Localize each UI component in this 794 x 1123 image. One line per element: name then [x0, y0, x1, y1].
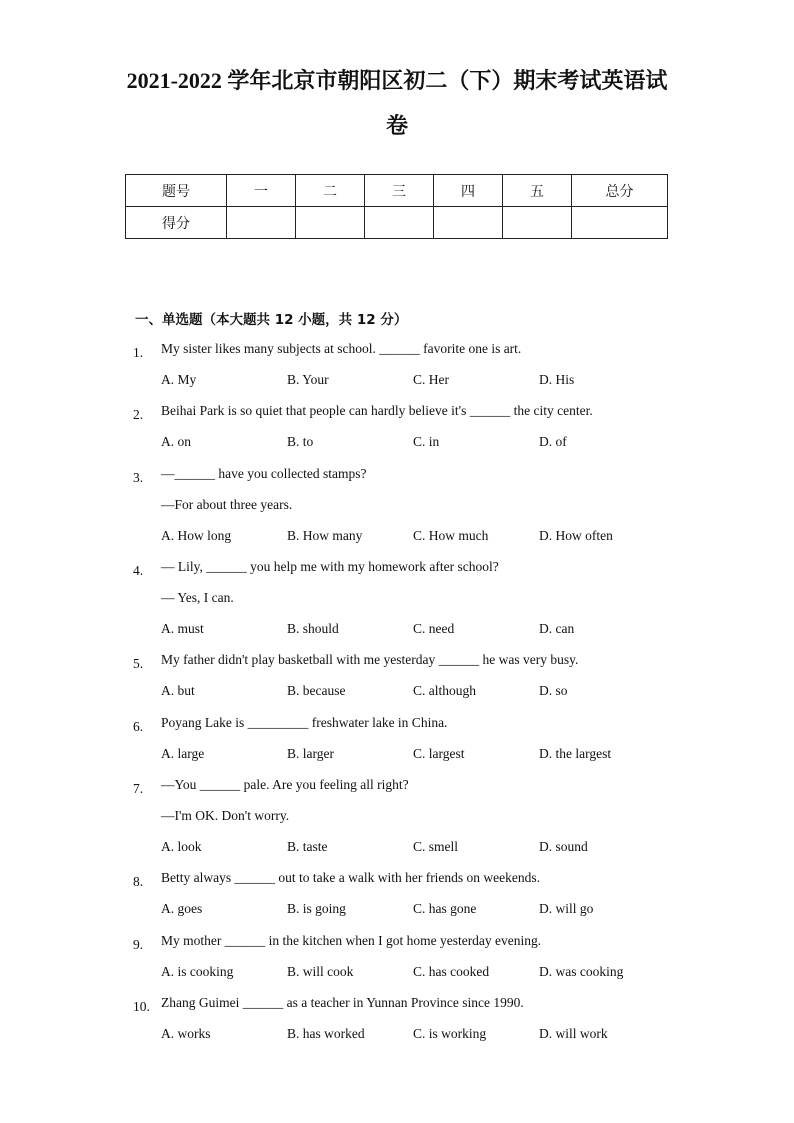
question-number: 5.: [133, 656, 144, 671]
question-number: 9.: [133, 937, 144, 952]
question-number: 7.: [133, 781, 144, 796]
score-header-cell: 一: [227, 175, 296, 207]
score-cell[interactable]: [434, 207, 503, 239]
answer-option-b[interactable]: B. Your: [287, 372, 329, 387]
answer-option-d[interactable]: D. How often: [539, 528, 613, 543]
score-header-cell: 题号: [126, 175, 227, 207]
score-cell[interactable]: [296, 207, 365, 239]
score-cell[interactable]: [503, 207, 572, 239]
answer-option-a[interactable]: A. How long: [161, 528, 232, 543]
question-text: Poyang Lake is _________ freshwater lake in China.: [161, 715, 448, 730]
score-cell[interactable]: [227, 207, 296, 239]
exam-title-line2: 卷: [385, 113, 408, 138]
question-dialogue-line: —For about three years.: [161, 497, 293, 512]
answer-option-d[interactable]: D. can: [539, 621, 575, 636]
score-header-cell: 四: [434, 175, 503, 207]
question-text: My mother ______ in the kitchen when I got home yesterday evening.: [161, 933, 542, 948]
score-header-cell: 五: [503, 175, 572, 207]
score-header-cell: 二: [296, 175, 365, 207]
question-text: My sister likes many subjects at school. ______ favorite one is art.: [161, 341, 522, 356]
answer-option-c[interactable]: C. has gone: [413, 901, 477, 916]
question-number: 2.: [133, 407, 144, 422]
answer-option-c[interactable]: C. need: [413, 621, 455, 636]
question-number: 10.: [133, 999, 150, 1014]
question-number: 4.: [133, 563, 144, 578]
question-text: —You ______ pale. Are you feeling all right?: [161, 777, 409, 792]
question-text: Zhang Guimei ______ as a teacher in Yunnan Province since 1990.: [161, 995, 524, 1010]
answer-option-d[interactable]: D. sound: [539, 839, 588, 854]
question-text: —______ have you collected stamps?: [161, 466, 367, 481]
question-number: 1.: [133, 345, 144, 360]
answer-option-a[interactable]: A. is cooking: [161, 964, 234, 979]
score-table-header-row: [126, 175, 668, 207]
question-number: 8.: [133, 874, 144, 889]
answer-option-b[interactable]: B. larger: [287, 746, 334, 761]
answer-option-b[interactable]: B. to: [287, 434, 314, 449]
answer-option-b[interactable]: B. will cook: [287, 964, 354, 979]
answer-option-c[interactable]: C. in: [413, 434, 440, 449]
answer-option-b[interactable]: B. should: [287, 621, 339, 636]
answer-option-a[interactable]: A. goes: [161, 901, 203, 916]
answer-option-b[interactable]: B. has worked: [287, 1026, 365, 1041]
answer-option-c[interactable]: C. has cooked: [413, 964, 490, 979]
answer-option-d[interactable]: D. His: [539, 372, 575, 387]
score-row-label: 得分: [126, 207, 227, 239]
answer-option-a[interactable]: A. on: [161, 434, 191, 449]
score-table-score-row: [126, 207, 668, 239]
answer-option-c[interactable]: C. although: [413, 683, 476, 698]
score-cell[interactable]: [365, 207, 434, 239]
question-text: Betty always ______ out to take a walk with her friends on weekends.: [161, 870, 541, 885]
answer-option-b[interactable]: B. is going: [287, 901, 346, 916]
section-heading: 一、单选题（本大题共 12 小题，共 12 分）: [135, 312, 408, 328]
answer-option-a[interactable]: A. My: [161, 372, 197, 387]
exam-title-line1: 2021-2022 学年北京市朝阳区初二（下）期末考试英语试: [126, 68, 668, 93]
question-text: Beihai Park is so quiet that people can hardly believe it's ______ the city center.: [161, 403, 593, 418]
answer-option-c[interactable]: C. Her: [413, 372, 449, 387]
answer-option-a[interactable]: A. large: [161, 746, 205, 761]
score-header-cell: 总分: [572, 175, 668, 207]
question-dialogue-line: — Yes, I can.: [161, 590, 234, 605]
answer-option-a[interactable]: A. must: [161, 621, 204, 636]
answer-option-c[interactable]: C. How much: [413, 528, 489, 543]
answer-option-c[interactable]: C. largest: [413, 746, 465, 761]
answer-option-a[interactable]: A. but: [161, 683, 195, 698]
answer-option-b[interactable]: B. because: [287, 683, 346, 698]
answer-option-d[interactable]: D. will work: [539, 1026, 608, 1041]
answer-option-a[interactable]: A. works: [161, 1026, 211, 1041]
score-table: [125, 174, 668, 239]
answer-option-d[interactable]: D. so: [539, 683, 568, 698]
question-number: 6.: [133, 719, 144, 734]
question-text: — Lily, ______ you help me with my homework after school?: [161, 559, 499, 574]
answer-option-b[interactable]: B. How many: [287, 528, 363, 543]
answer-option-d[interactable]: D. was cooking: [539, 964, 624, 979]
answer-option-d[interactable]: D. will go: [539, 901, 594, 916]
answer-option-b[interactable]: B. taste: [287, 839, 328, 854]
answer-option-d[interactable]: D. the largest: [539, 746, 612, 761]
answer-option-c[interactable]: C. smell: [413, 839, 459, 854]
question-dialogue-line: —I'm OK. Don't worry.: [161, 808, 290, 823]
score-header-cell: 三: [365, 175, 434, 207]
score-cell[interactable]: [572, 207, 668, 239]
question-text: My father didn't play basketball with me yesterday ______ he was very busy.: [161, 652, 579, 667]
question-number: 3.: [133, 470, 144, 485]
answer-option-a[interactable]: A. look: [161, 839, 202, 854]
answer-option-d[interactable]: D. of: [539, 434, 567, 449]
answer-option-c[interactable]: C. is working: [413, 1026, 487, 1041]
